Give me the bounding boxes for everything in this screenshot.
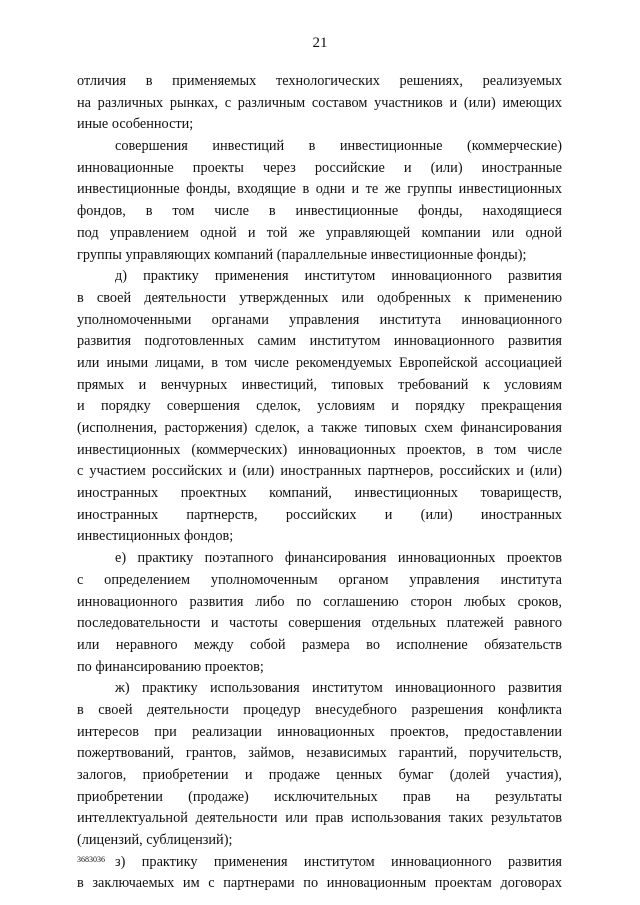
text-line: (лицензий, сублицензий); (77, 832, 233, 849)
text-line: последовательности и частоты совершения отдельных платежей равного (77, 615, 562, 632)
text-line: иностранных партнерств, российских и (или) иностранных (77, 506, 562, 523)
text-line: на различных рынках, с различным составом участников и (или) имеющих (77, 94, 562, 111)
text-line: фондов, в том числе в инвестиционные фонды, находящиеся (77, 203, 562, 220)
text-line: инвестиционных фондов; (77, 528, 234, 545)
text-line: иные особенности; (77, 116, 194, 133)
text-line: или неравного между собой размера во исполнение обязательств (77, 636, 562, 653)
paragraph (77, 71, 562, 136)
text-line: прямых и венчурных инвестиций, типовых требований к условиям (77, 376, 562, 393)
text-line: в своей деятельности процедур внесудебного разрешения конфликта (77, 701, 562, 718)
text-line: (исполнения, расторжения) сделок, а также типовых схем финансирования (77, 420, 562, 436)
text-line: с участием российских и (или) иностранных партнеров, российских и (или) (77, 463, 562, 480)
text-line: интеллектуальной деятельности или прав использования таких результатов (77, 810, 562, 827)
text-line: интересов при реализации инновационных проектов, предоставлении (77, 723, 562, 740)
document-body (77, 71, 562, 895)
text-line: инвестиционные фонды, входящие в одни и те же группы инвестиционных (77, 181, 562, 198)
text-line: группы управляющих компаний (параллельные инвестиционные фонды); (77, 246, 527, 263)
text-line: развития подготовленных самим институтом инновационного развития (77, 333, 562, 350)
paragraph (77, 136, 562, 266)
page-number: 21 (312, 35, 328, 51)
paragraph (77, 678, 562, 852)
text-line: инновационного развития либо по соглашению сторон любых сроков, (77, 593, 562, 610)
text-line: ж) практику использования институтом инновационного развития (115, 680, 562, 697)
text-line: в своей деятельности утвержденных или одобренных к применению (77, 289, 562, 306)
text-line: д) практику применения институтом инновационного развития (115, 268, 562, 285)
text-line: по финансированию проектов; (77, 658, 264, 675)
paragraph (77, 852, 562, 895)
text-line: пожертвований, грантов, займов, независимых гарантий, поручительств, (77, 745, 562, 762)
text-line: уполномоченными органами управления института инновационного (77, 311, 562, 328)
text-line: приобретении (продаже) исключительных прав на результаты (77, 788, 562, 805)
text-line: иностранных проектных компаний, инвестиционных товариществ, (77, 485, 562, 502)
text-line: з) практику применения институтом инновационного развития (115, 853, 562, 870)
paragraph (77, 548, 562, 678)
paragraph (77, 266, 562, 548)
document-code: 3683036 (77, 855, 105, 864)
text-line: в заключаемых им с партнерами по инновационным проектам договорах (77, 875, 562, 892)
text-line: отличия в применяемых технологических решениях, реализуемых (77, 73, 562, 89)
text-line: залогов, приобретении и продаже ценных бумаг (долей участия), (77, 767, 562, 783)
text-line: е) практику поэтапного финансирования инновационных проектов (115, 550, 562, 567)
text-line: или иными лицами, в том числе рекомендуемых Европейской ассоциацией (77, 354, 562, 371)
text-line: инновационные проекты через российские и (или) иностранные (77, 159, 562, 176)
text-line: с определением уполномоченным органом управления института (77, 571, 562, 588)
text-line: совершения инвестиций в инвестиционные (коммерческие) (115, 138, 562, 155)
text-line: инвестиционных (коммерческих) инновационных проектов, в том числе (77, 441, 562, 458)
text-line: под управлением одной и той же управляющей компании или одной (77, 224, 562, 241)
text-line: и порядку совершения сделок, условиям и порядку прекращения (77, 398, 562, 415)
